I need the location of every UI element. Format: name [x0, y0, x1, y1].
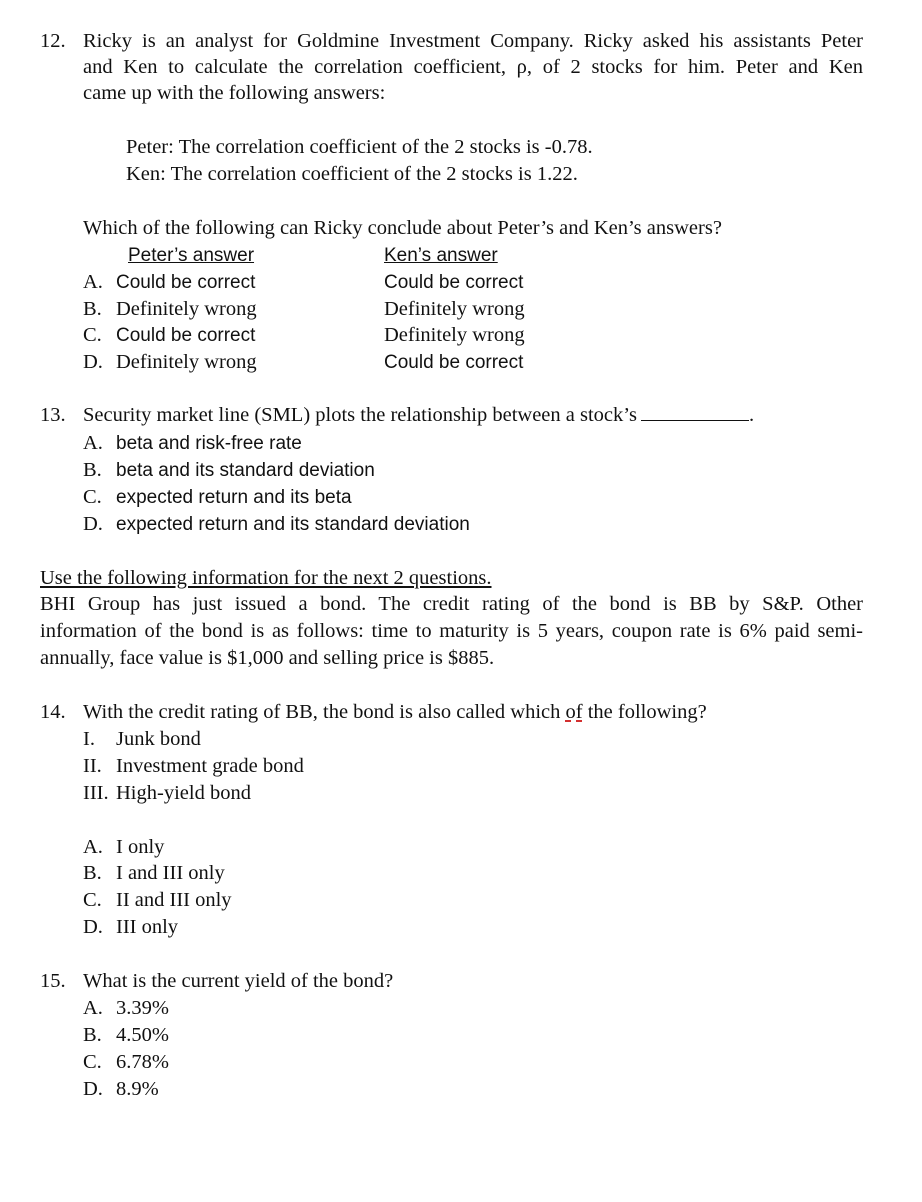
option-text: expected return and its standard deviation	[116, 514, 470, 535]
option-letter: D.	[83, 351, 103, 373]
option-text: 8.9%	[116, 1078, 159, 1100]
option-letter: A.	[83, 997, 103, 1019]
option-letter: C.	[83, 324, 102, 346]
option-peter-value: Definitely wrong	[116, 351, 257, 373]
option-letter: A.	[83, 271, 103, 293]
option-letter: A.	[83, 836, 103, 858]
option-text: 6.78%	[116, 1051, 169, 1073]
ken-answer-header: Ken’s answer	[384, 245, 498, 266]
option-peter-value: Definitely wrong	[116, 298, 257, 320]
option-letter: D.	[83, 1078, 103, 1100]
ken-statement: Ken: The correlation coefficient of the 2 stocks is 1.22.	[126, 163, 578, 185]
question-prompt: What is the current yield of the bond?	[83, 970, 394, 992]
option-letter: B.	[83, 862, 102, 884]
statement-text: Investment grade bond	[116, 755, 304, 777]
option-ken-value: Could be correct	[384, 272, 524, 293]
statement-roman: I.	[83, 728, 95, 750]
info-heading: Use the following information for the next 2 questions.	[40, 567, 492, 589]
statement-roman: II.	[83, 755, 102, 777]
question-prompt: Which of the following can Ricky conclude about Peter’s and Ken’s answers?	[83, 217, 722, 239]
question-text-line: Ricky is an analyst for Goldmine Investment Company. Ricky asked his assistants Peter	[83, 30, 863, 52]
info-text-line: annually, face value is $1,000 and selling price is $885.	[40, 647, 495, 669]
option-text: 3.39%	[116, 997, 169, 1019]
statement-text: Junk bond	[116, 728, 201, 750]
option-text: beta and risk-free rate	[116, 433, 302, 454]
question-text-line: and Ken to calculate the correlation coefficient, ρ, of 2 stocks for him. Peter and Ken	[83, 56, 863, 78]
spellcheck-flag: of	[565, 701, 583, 723]
peter-answer-header: Peter’s answer	[128, 245, 255, 266]
option-text: I and III only	[116, 862, 225, 884]
option-letter: B.	[83, 459, 102, 481]
option-letter: D.	[83, 916, 103, 938]
option-peter-value: Could be correct	[116, 325, 256, 346]
option-letter: B.	[83, 1024, 102, 1046]
option-letter: C.	[83, 486, 102, 508]
question-prompt: Security market line (SML) plots the relationship between a stock’s .	[83, 404, 755, 426]
option-ken-value: Definitely wrong	[384, 324, 525, 346]
option-letter: C.	[83, 1051, 102, 1073]
option-text: expected return and its beta	[116, 487, 352, 508]
info-text-line: information of the bond is as follows: time to maturity is 5 years, coupon rate is 6% paid semi-	[40, 620, 863, 642]
question-number: 12.	[40, 30, 66, 52]
option-letter: C.	[83, 889, 102, 911]
peter-statement: Peter: The correlation coefficient of the 2 stocks is -0.78.	[126, 136, 593, 158]
question-number: 14.	[40, 701, 66, 723]
option-text: beta and its standard deviation	[116, 460, 375, 481]
option-ken-value: Could be correct	[384, 352, 524, 373]
option-text: III only	[116, 916, 179, 938]
question-text-line: came up with the following answers:	[83, 82, 386, 104]
question-prompt: With the credit rating of BB, the bond is also called which of the following?	[83, 701, 707, 723]
option-ken-value: Definitely wrong	[384, 298, 525, 320]
question-number: 15.	[40, 970, 66, 992]
info-text-line: BHI Group has just issued a bond. The credit rating of the bond is BB by S&P. Other	[40, 593, 863, 615]
option-letter: A.	[83, 432, 103, 454]
option-text: 4.50%	[116, 1024, 169, 1046]
option-peter-value: Could be correct	[116, 272, 256, 293]
question-number: 13.	[40, 404, 66, 426]
option-text: I only	[116, 836, 165, 858]
option-text: II and III only	[116, 889, 232, 911]
statement-text: High-yield bond	[116, 782, 251, 804]
option-letter: D.	[83, 513, 103, 535]
statement-roman: III.	[83, 782, 109, 804]
answer-blank	[641, 419, 749, 421]
option-letter: B.	[83, 298, 102, 320]
